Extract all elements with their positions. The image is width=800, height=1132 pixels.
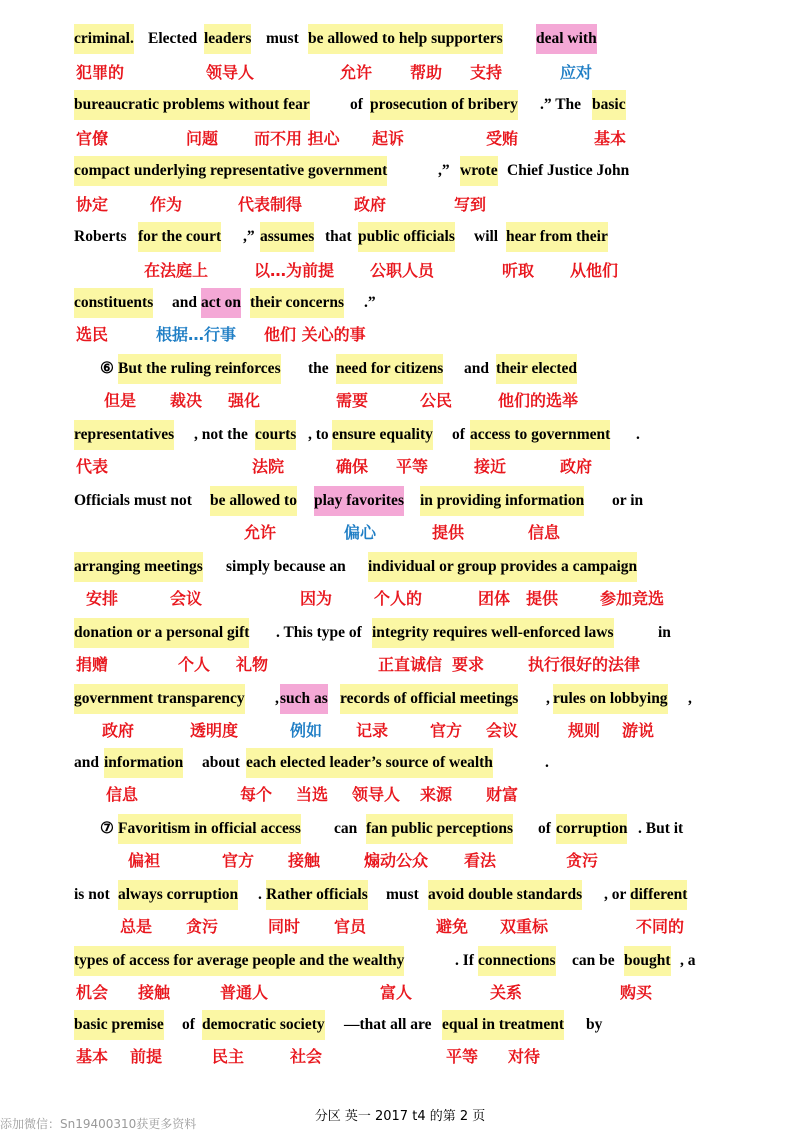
text-segment: simply because an — [226, 558, 346, 575]
text-segment: rules on lobbying — [553, 684, 668, 714]
annotation: 基本 — [594, 129, 627, 148]
text-segment: assumes — [260, 222, 314, 252]
annotation: 捐赠 — [76, 655, 109, 674]
annotation: 根据…行事 — [156, 325, 237, 344]
annotation: 总是 — [120, 917, 153, 936]
text-segment: . — [636, 426, 640, 443]
annotation: 领导人 — [206, 63, 255, 82]
text-segment: for the court — [138, 222, 221, 252]
annotation: 提供 — [526, 589, 559, 608]
annotation: 基本 — [76, 1047, 109, 1066]
text-segment: arranging meetings — [74, 552, 203, 582]
annotation: 贪污 — [186, 917, 219, 936]
text-segment: , a — [680, 952, 696, 969]
text-segment: be allowed to — [210, 486, 297, 516]
annotation: 他们的选举 — [498, 391, 579, 410]
paragraph-number: ⑦ — [100, 820, 114, 837]
text-segment: public officials — [358, 222, 455, 252]
annotation: 看法 — [464, 851, 497, 870]
annotation: 财富 — [486, 785, 519, 804]
text-segment: individual or group provides a campaign — [368, 552, 637, 582]
annotation: 双重标 — [500, 917, 549, 936]
text-segment: types of access for average people and the wealthy — [74, 946, 404, 976]
text-segment: bought — [624, 946, 671, 976]
annotation: 避免 — [436, 917, 469, 936]
annotation: 礼物 — [236, 655, 269, 674]
text-segment: . This type of — [276, 624, 362, 641]
text-segment: , — [546, 690, 550, 707]
text-segment: information — [104, 748, 183, 778]
text-segment: basic premise — [74, 1010, 164, 1040]
text-segment: avoid double standards — [428, 880, 582, 910]
text-segment: constituents — [74, 288, 153, 318]
text-segment: , or — [604, 886, 627, 903]
text-segment: about — [202, 754, 240, 771]
text-segment: Elected — [148, 30, 198, 47]
annotation: 从他们 — [570, 261, 619, 280]
text-segment: ,” — [243, 228, 255, 245]
text-segment: donation or a personal gift — [74, 618, 249, 648]
annotation: 正直诚信 — [378, 655, 443, 674]
annotation: 政府 — [354, 195, 387, 214]
paragraph-number: ⑥ — [100, 360, 114, 377]
text-segment: compact underlying representative government — [74, 156, 387, 186]
text-segment: , to — [308, 426, 329, 443]
annotation: 团体 — [478, 589, 511, 608]
text-segment: democratic society — [202, 1010, 325, 1040]
annotation: 接近 — [474, 457, 507, 476]
annotation: 允许 — [340, 63, 373, 82]
text-segment: in providing information — [420, 486, 584, 516]
text-segment: bureaucratic problems without fear — [74, 90, 310, 120]
text-segment: government transparency — [74, 684, 245, 714]
annotation: 写到 — [454, 195, 487, 214]
annotation: 偏袒 — [128, 851, 161, 870]
annotation: 游说 — [622, 721, 655, 740]
text-segment: representatives — [74, 420, 174, 450]
text-segment: . — [545, 754, 549, 771]
annotation: 透明度 — [190, 721, 239, 740]
annotation: 应对 — [560, 63, 593, 82]
annotation: 官僚 — [76, 129, 109, 148]
text-segment: of — [452, 426, 465, 443]
annotation: 官方 — [430, 721, 463, 740]
annotation: 前提 — [130, 1047, 163, 1066]
text-segment: play favorites — [314, 486, 404, 516]
annotation: 裁决 — [170, 391, 203, 410]
annotation: 个人的 — [374, 589, 423, 608]
text-segment: connections — [478, 946, 556, 976]
annotation: 但是 — [104, 391, 137, 410]
annotation: 代表 — [76, 457, 109, 476]
annotation: 当选 — [296, 785, 329, 804]
text-segment: basic — [592, 90, 626, 120]
text-segment: always corruption — [118, 880, 238, 910]
annotation: 强化 — [228, 391, 261, 410]
annotation: 在法庭上 — [144, 261, 209, 280]
annotation: 会议 — [170, 589, 203, 608]
annotation: 要求 — [452, 655, 485, 674]
annotation: 购买 — [620, 983, 653, 1002]
text-segment: criminal. — [74, 24, 134, 54]
annotation: 来源 — [420, 785, 453, 804]
text-segment: need for citizens — [336, 354, 443, 384]
annotation: 参加竞选 — [600, 589, 665, 608]
text-segment: . If — [455, 952, 474, 969]
text-segment: or in — [612, 492, 644, 509]
annotation: 会议 — [486, 721, 519, 740]
text-segment: , — [275, 690, 279, 707]
text-segment: . — [258, 886, 262, 903]
annotation: 执行很好的法律 — [528, 655, 641, 674]
annotation: 对待 — [508, 1047, 541, 1066]
text-segment: and — [172, 294, 197, 311]
text-segment: act on — [201, 288, 241, 318]
text-segment: by — [586, 1016, 603, 1033]
text-segment: must — [266, 30, 299, 47]
annotation: 普通人 — [220, 983, 269, 1002]
annotation: 确保 — [336, 457, 369, 476]
annotation: 同时 — [268, 917, 301, 936]
annotation: 平等 — [396, 457, 429, 476]
text-segment: —that all are — [344, 1016, 432, 1033]
annotation: 记录 — [356, 721, 389, 740]
annotation: 因为 — [300, 589, 333, 608]
text-segment: Favoritism in official access — [118, 814, 301, 844]
annotation: 法院 — [252, 457, 285, 476]
text-segment: can — [334, 820, 358, 837]
text-segment: of — [538, 820, 551, 837]
watermark-text: 添加微信：Sn19400310获更多资料 — [0, 1117, 197, 1131]
text-segment: integrity requires well-enforced laws — [372, 618, 614, 648]
annotation: 偏心 — [344, 523, 377, 542]
text-segment: .” — [364, 294, 376, 311]
text-segment: Chief Justice John — [507, 162, 630, 179]
annotation: 官方 — [222, 851, 255, 870]
text-segment: deal with — [536, 24, 597, 54]
text-segment: their concerns — [250, 288, 344, 318]
text-segment: can be — [572, 952, 615, 969]
text-segment: is not — [74, 886, 110, 903]
text-segment: hear from their — [506, 222, 608, 252]
text-segment: wrote — [460, 156, 498, 186]
annotation: 以…为前提 — [254, 261, 335, 280]
annotation: 公民 — [420, 391, 453, 410]
annotation: 政府 — [560, 457, 593, 476]
annotation: 政府 — [102, 721, 135, 740]
text-segment: their elected — [496, 354, 577, 384]
annotation: 而不用 担心 — [254, 129, 340, 148]
text-segment: corruption — [556, 814, 627, 844]
text-segment: leaders — [204, 24, 251, 54]
text-segment: Roberts — [74, 228, 127, 245]
annotation: 犯罪的 — [76, 63, 125, 82]
text-segment: records of official meetings — [340, 684, 518, 714]
text-segment: , not the — [194, 426, 248, 443]
annotation: 每个 — [240, 785, 273, 804]
text-segment: will — [474, 228, 499, 245]
text-segment: .” The — [540, 96, 582, 113]
annotation: 需要 — [336, 391, 369, 410]
annotation: 作为 — [150, 195, 183, 214]
annotation: 关系 — [490, 983, 523, 1002]
text-segment: ,” — [438, 162, 450, 179]
text-segment: be allowed to help supporters — [308, 24, 503, 54]
annotation: 允许 — [244, 523, 277, 542]
annotation: 领导人 — [352, 785, 401, 804]
annotation: 他们 关心的事 — [264, 325, 366, 344]
text-segment: and — [464, 360, 489, 377]
annotation: 官员 — [334, 917, 367, 936]
annotation: 富人 — [380, 983, 413, 1002]
annotation: 社会 — [290, 1047, 323, 1066]
annotation: 代表制得 — [238, 195, 303, 214]
text-segment: ensure equality — [332, 420, 433, 450]
annotation: 起诉 — [372, 129, 405, 148]
annotation: 例如 — [290, 721, 323, 740]
text-segment: Rather officials — [266, 880, 368, 910]
text-segment: the — [308, 360, 329, 377]
annotation: 问题 — [186, 129, 219, 148]
text-segment: But the ruling reinforces — [118, 354, 281, 384]
text-segment: and — [74, 754, 99, 771]
text-segment: access to government — [470, 420, 610, 450]
annotation: 支持 — [470, 63, 503, 82]
text-segment: each elected leader’s source of wealth — [246, 748, 493, 778]
annotation: 机会 — [76, 983, 109, 1002]
annotation: 煽动公众 — [364, 851, 429, 870]
annotation: 规则 — [568, 721, 601, 740]
annotation: 接触 — [288, 851, 321, 870]
text-segment: of — [182, 1016, 195, 1033]
annotation: 公职人员 — [370, 261, 435, 280]
annotation: 受贿 — [486, 129, 519, 148]
annotation: 平等 — [446, 1047, 479, 1066]
annotation: 不同的 — [636, 917, 685, 936]
text-segment: prosecution of bribery — [370, 90, 518, 120]
annotation: 协定 — [76, 195, 109, 214]
text-segment: that — [325, 228, 352, 245]
text-segment: must — [386, 886, 419, 903]
annotation: 安排 — [86, 589, 119, 608]
annotation: 提供 — [432, 523, 465, 542]
annotation: 选民 — [76, 325, 109, 344]
annotation: 贪污 — [566, 851, 599, 870]
text-segment: such as — [280, 684, 328, 714]
text-segment: fan public perceptions — [366, 814, 513, 844]
text-segment: courts — [255, 420, 296, 450]
text-segment: of — [350, 96, 363, 113]
text-segment: . But it — [638, 820, 684, 837]
text-segment: in — [658, 624, 671, 641]
text-segment: different — [630, 880, 687, 910]
annotation: 信息 — [528, 523, 561, 542]
annotation: 个人 — [178, 655, 211, 674]
annotation: 信息 — [106, 785, 139, 804]
annotation: 民主 — [212, 1047, 245, 1066]
annotation: 接触 — [138, 983, 171, 1002]
page-footer: 分区 英一 2017 t4 的第 2 页 — [314, 1109, 486, 1124]
text-segment: , — [688, 690, 692, 707]
annotation: 帮助 — [410, 63, 443, 82]
text-segment: equal in treatment — [442, 1010, 564, 1040]
annotation: 听取 — [502, 261, 535, 280]
text-segment: Officials must not — [74, 492, 192, 509]
